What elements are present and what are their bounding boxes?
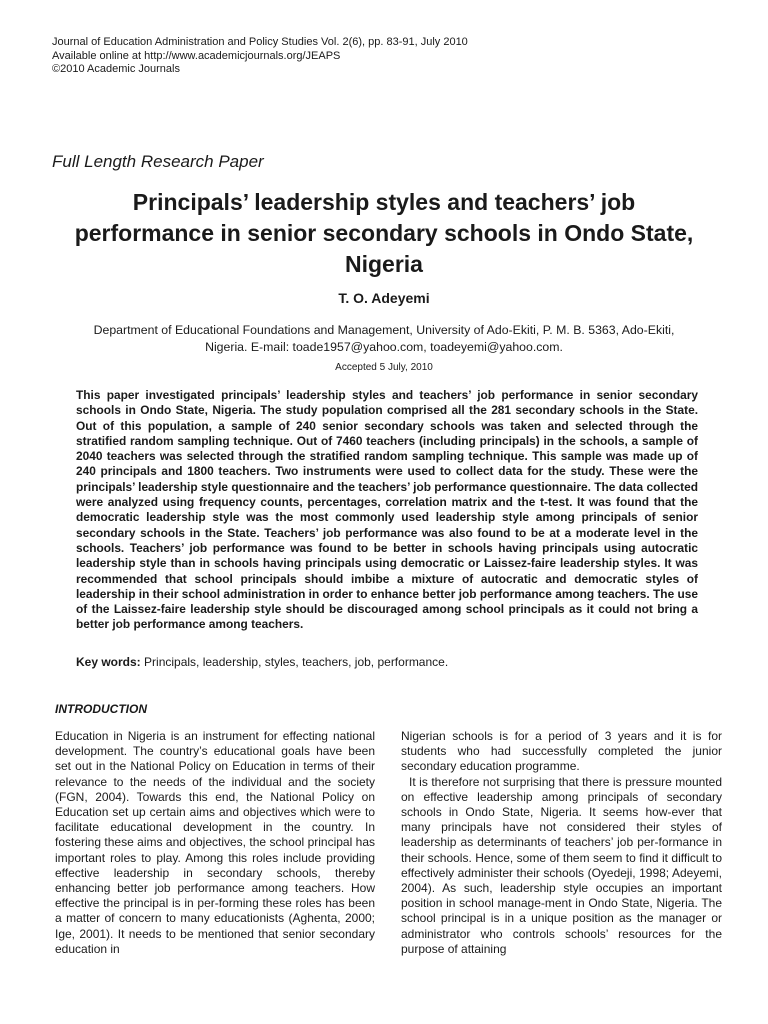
body-column-right	[401, 729, 722, 957]
keywords-text: Principals, leadership, styles, teachers, job, performance.	[140, 655, 449, 669]
paragraph: Education in Nigeria is an instrument for effecting national development. The country’s educational goals have been set out in the National Policy on Education in terms of their relevance to the needs of the individual and the society (FGN, 2004). Towards this end, the National Policy on Education set up certain aims and objectives which were to facilitate educational development in the country. In fostering these aims and objectives, the school principal has important roles to play. Among this roles include providing effective leadership in secondary schools, thereby enhancing better job performance among teachers. How effective the principal is in per-forming these roles has been a matter of concern to many educationists (Aghenta, 2000; Ige, 2001). It needs to be mentioned that senior secondary education in	[55, 729, 375, 956]
journal-url[interactable]: Available online at http://www.academicjournals.org/JEAPS	[52, 49, 341, 62]
author-affiliation: Department of Educational Foundations and Management, University of Ado-Ekiti, P. M. B. 5363, Ado-Ekiti, Nigeria. E-mail: toade1957@yahoo.com, toadeyemi@yahoo.com.	[93, 323, 675, 354]
paper-type: Full Length Research Paper	[52, 152, 264, 171]
paper-title: Principals’ leadership styles and teachers’ job performance in senior secondary schools in Ondo State, Nigeria	[74, 189, 694, 277]
journal-citation: Journal of Education Administration and Policy Studies Vol. 2(6), pp. 83-91, July 2010	[52, 36, 468, 48]
body-column-left	[55, 729, 375, 957]
accepted-date: Accepted 5 July, 2010	[335, 362, 433, 373]
introduction-heading: INTRODUCTION	[55, 702, 147, 716]
abstract: This paper investigated principals’ leadership styles and teachers’ job performance in senior secondary schools in Ondo State, Nigeria. The study population comprised all the 281 secondary schools in the State. Out of this population, a sample of 240 senior secondary schools was taken and selected through the stratified random sampling technique. Out of 7460 teachers (including principals) in the schools, a sample of 2040 teachers was selected through the stratified random sampling technique. This sample was made up of 240 principals and 1800 teachers. Two instruments were used to collect data for the study. These were the principals’ leadership style questionnaire and the teachers’ job performance questionnaire. The data collected were analyzed using frequency counts, percentages, correlation matrix and the t-test. It was found that the democratic leadership style was the most commonly used leadership style among principals of senior secondary schools in the State. Teachers’ job performance was also found to be at a moderate level in the schools. Teachers’ job performance was found to be better in schools having principals using autocratic leadership style than in schools having principals using democratic or Laissez-faire leadership styles. It was recommended that school principals should imbibe a mixture of autocratic and democratic styles of leadership in their school administration in order to enhance better job performance among teachers. The use of the Laissez-faire leadership style should be discouraged among school principals as it could not bring a better job performance among teachers.	[76, 388, 698, 632]
paragraph: Nigerian schools is for a period of 3 years and it is for students who had successfully completed the junior secondary education programme.	[401, 729, 722, 774]
journal-header	[52, 36, 468, 77]
journal-copyright: ©2010 Academic Journals	[52, 63, 180, 75]
author-name: T. O. Adeyemi	[338, 290, 430, 306]
keywords	[76, 655, 698, 669]
keywords-label: Key words:	[76, 655, 141, 669]
paragraph: It is therefore not surprising that there is pressure mounted on effective leadership among principals of secondary schools in Ondo State, Nigeria. It seems how-ever that many principals have not considered their styles of leadership as determinants of teachers’ job per-formance in their schools. Hence, some of them seem to find it difficult to effectively administer their schools (Oyedeji, 1998; Adeyemi, 2004). As such, leadership style occupies an important position in school manage-ment in Ondo State, Nigeria. The school principal is in a unique position as the manager or administrator who controls schools’ resources for the purpose of attaining	[401, 774, 722, 956]
